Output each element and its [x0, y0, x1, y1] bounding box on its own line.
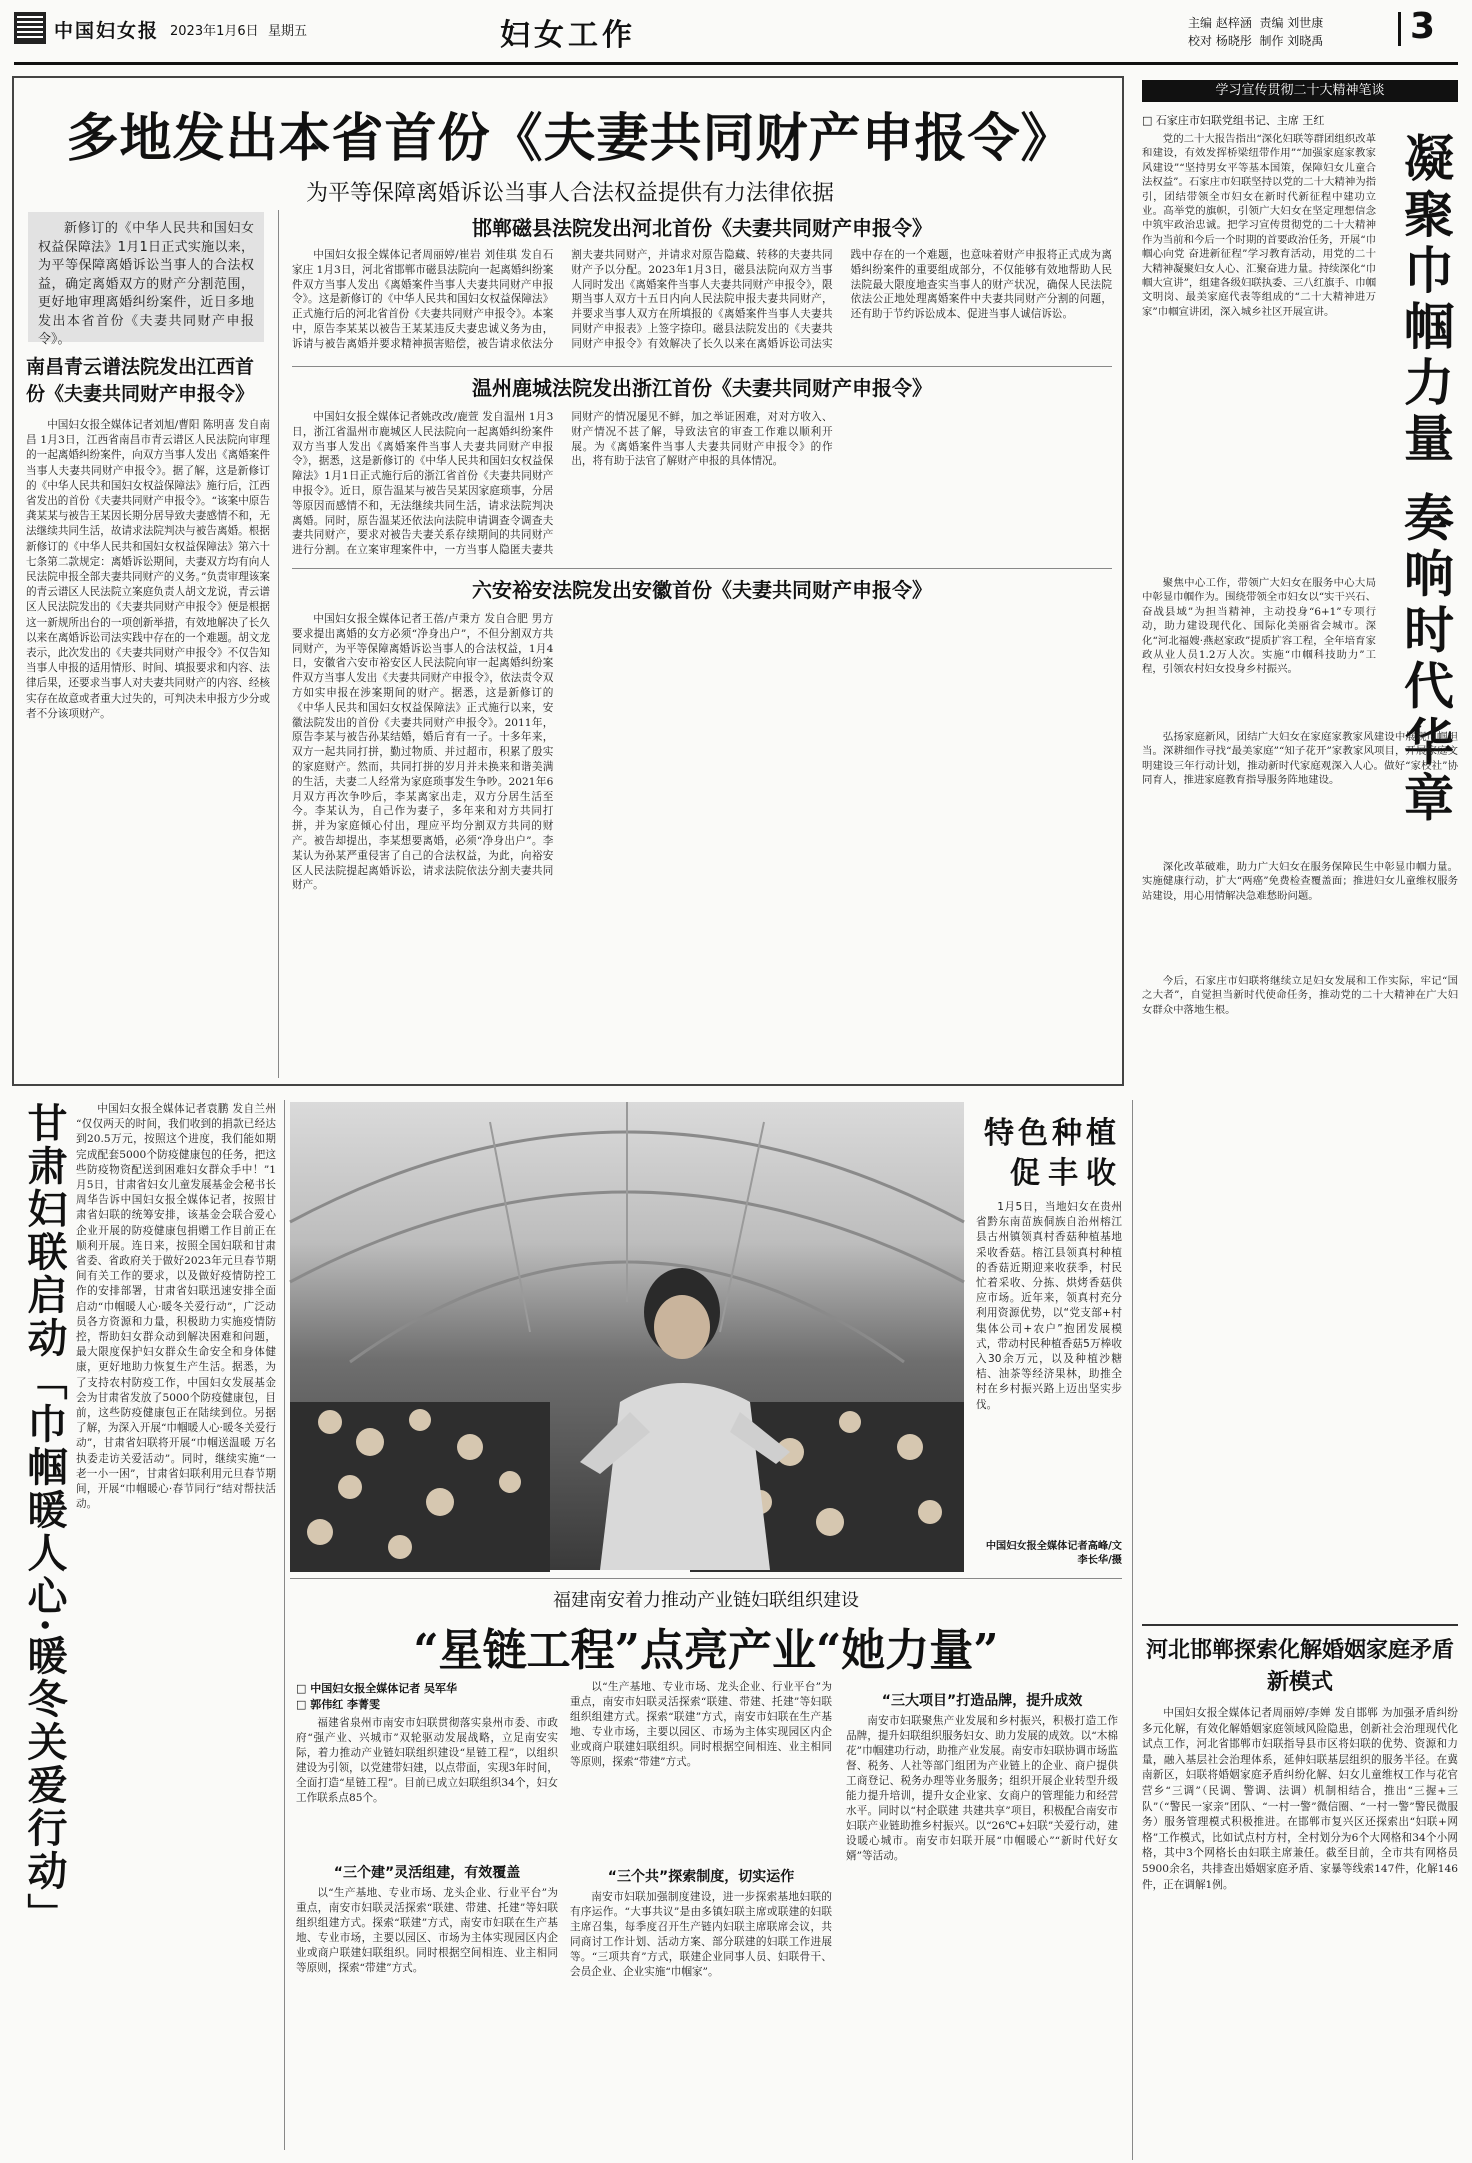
fujian-para-1b: [570, 1680, 832, 1860]
fujian-subhead-1: “三个建”灵活组建，有效覆盖: [333, 1865, 521, 1881]
hebei-title-rule: [1142, 1624, 1458, 1626]
nanchang-headline: 南昌青云谱法院发出江西首份《夫妻共同财产申报令》: [26, 356, 255, 405]
fujian-para-1: 以“生产基地、专业市场、龙头企业、行业平台”为重点，南安市妇联灵活探索“联建、带建、托建”等妇联组织组建方式。探索“联建”方式，南安市妇联在生产基地、专业市场，主要以园区、市场为主体实现园区内企业或商户联建妇联组织。同时根据空间相连、业主相同等原则，探索“带建”方式。: [296, 1887, 558, 1974]
fujian-rule: [290, 1578, 1122, 1579]
column-body-4: 深化改革破难，助力广大妇女在服务保障民生中彰显巾帼力量。实施健康行动，扩大“两癌”免费检查覆盖面；推进妇女儿童维权服务站建设，用心用情解决急难愁盼问题。: [1142, 861, 1458, 902]
issue-date: 2023年1月6日: [170, 24, 259, 39]
column-closing: 今后，石家庄市妇联将继续立足妇女发展和工作实际，牢记“国之大者”，自觉担当新时代使命任务，推动党的二十大精神在广大妇女群众中落地生根。: [1142, 975, 1458, 1016]
fujian-lead: 福建省泉州市南安市妇联贯彻落实泉州市委、市政府“强产业、兴城市”双轮驱动发展战略，立足南安实际，着力推动产业链妇联组织建设“星链工程”，以组织建设为引领，以党建带妇建，以点带面，实现3年时间，全面打造“星链工程”。目前已成立妇联组织34个，妇女工作联系点85个。: [296, 1717, 558, 1804]
lead-subheadline: 为平等保障离婚诉讼当事人合法权益提供有力法律依据: [305, 181, 834, 206]
gansu-vertical-title: 甘肃妇联启动「巾帼暖人心·暖冬关爱行动」: [21, 1102, 68, 1936]
section-1-text: 中国妇女报全媒体记者周丽婷/崔岩 刘佳琪 发自石家庄 1月3日，河北省邯郸市磁县法院向一起离婚纠纷案件双方当事人发出《离婚案件当事人夫妻共同财产申报令》。这是新修订的《中华人民共和国妇女权益保障法》正式施行后的河北省首份《夫妻共同财产申报令》。本案中，原告李某某以被告王某某违反夫妻忠诚义务为由，诉请与被告离婚并要求精神损害赔偿，被告请求依法分割夫妻共同财产，并请求对原告隐藏、转移的夫妻共同财产予以分配。2023年1月3日，磁县法院向双方当事人同时发出《离婚案件当事人夫妻共同财产申报令》，限期当事人双方十五日内向人民法院申报夫妻共同财产，并要求当事人双方在所填报的《离婚案件当事人夫妻共同财产申报表》上签字捺印。磁县法院发出的《夫妻共同财产申报令》有效解决了长久以来在离婚诉讼司法实践中存在的一个难题，也意味着财产申报将正式成为离婚纠纷案件的重要组成部分，不仅能够有效地帮助人民法院最大限度地查实当事人的财产状况，确保人民法院依法公正地处理离婚案件中夫妻共同财产分割的问题，还有助于节约诉讼成本、促进当事人诚信诉讼。: [292, 249, 1112, 350]
hebei-rule-left: [1132, 1100, 1133, 2160]
masthead-rule: [14, 62, 1458, 65]
lead-headline: 多地发出本省首份《夫妻共同财产申报令》: [66, 108, 1074, 169]
column-body-3: 弘扬家庭新风，团结广大妇女在家庭家教家风建设中展现巾帼担当。深耕细作寻找“最美家庭”“知子花开”家教家风项目，开展家庭文明建设三年行动计划，推动新时代家庭观深入人心。做好“家校社”协同育人，推进家庭教育指导服务阵地建设。: [1142, 731, 1458, 787]
fujian-byline-2: □ 郭伟红 李菁雯: [296, 1698, 381, 1711]
fujian-subhead-3: “三大项目”打造品牌，提升成效: [881, 1693, 1083, 1709]
column-body-1: 党的二十大报告指出“深化妇联等群团组织改革和建设，有效发挥桥梁纽带作用”“加强家庭家教家风建设”“坚持男女平等基本国策，保障妇女儿童合法权益”。石家庄市妇联坚持以党的二十大精神为指引，团结带领全市妇女在新时代新征程中建功立业。高举党的旗帜，引领广大妇女在坚定理想信念中筑牢政治忠诚。把学习宣传贯彻党的二十大精神作为当前和今后一个时期的首要政治任务，开展“巾帼心向党 奋进新征程”学习教育活动，用党的二十大精神凝聚妇女人心、汇聚奋进力量。持续深化“巾帼大宣讲”，组建各级妇联执委、三八红旗手、巾帼文明岗、最美家庭代表等组成的“二十大精神进万家”巾帼宣讲团，深入城乡社区开展宣讲。: [1142, 133, 1376, 318]
photo-title-line-2: 促丰收: [1010, 1156, 1124, 1191]
section-2-text: 中国妇女报全媒体记者姚改改/鹿萱 发自温州 1月3日，浙江省温州市鹿城区人民法院向一起离婚纠纷案件双方当事人发出《离婚案件当事人夫妻共同财产申报令》，据悉，这是新修订的《中华人民共和国妇女权益保障法》1月1日正式施行后的浙江省首份《夫妻共同财产申报令》。近日，原告温某与被告吴某因家庭琐事，分居等原因而感情不和，无法继续共同生活，请求法院判决离婚。同时，原告温某还依法向法院申请调查令调查夫妻共同财产，要求对被告夫妻关系存续期间的共同财产进行分割。在立案审理案件中，一方当事人隐匿夫妻共同财产的情况屡见不鲜，加之举证困难，对对方收入、财产情况不甚了解，导致法官的审查工作难以顺利开展。为《离婚案件当事人夫妻共同财产申报令》的作出，将有助于法官了解财产申报的具体情况。: [292, 411, 833, 557]
fujian-byline-1: □ 中国妇女报全媒体记者 吴军华: [296, 1682, 458, 1695]
section-1-body: [292, 248, 1112, 360]
gansu-rule: [284, 1100, 285, 2150]
qr-code-icon: [14, 12, 46, 44]
column-vertical-title: 凝聚巾帼力量 奏响时代华章: [1396, 132, 1455, 828]
fujian-kicker: 福建南安着力推动产业链妇联组织建设: [553, 1590, 859, 1611]
intro-box: [28, 212, 264, 347]
photo-title-line-1: 特色种植: [984, 1116, 1120, 1151]
intro-text: 新修订的《中华人民共和国妇女权益保障法》1月1日正式实施以来，为平等保障离婚诉讼当事人的合法权益，确定离婚双方的财产分割范围，更好地审理离婚纠纷案件，近日多地发出本省首份《夫妻共同财产申报令》。: [38, 221, 254, 347]
photo-illustration: [290, 1102, 964, 1570]
section-3-body: [292, 612, 1112, 1074]
section-1-headline: 邯郸磁县法院发出河北首份《夫妻共同财产申报令》: [472, 216, 932, 240]
fujian-para-1-cont: 以“生产基地、专业市场、龙头企业、行业平台”为重点，南安市妇联灵活探索“联建、带建、托建”等妇联组织组建方式。探索“联建”方式，南安市妇联在生产基地、专业市场，主要以园区、市场为主体实现园区内企业或商户联建妇联组织。同时根据空间相连、业主相同等原则，探索“带建”方式。: [570, 1681, 832, 1768]
section-2-headline: 温州鹿城法院发出浙江首份《夫妻共同财产申报令》: [472, 376, 932, 400]
fujian-para-3: 南安市妇联聚焦产业发展和乡村振兴，积极打造工作品牌，提升妇联组织服务妇女、助力发展的成效。以“木棉花”巾帼建功行动，助推产业发展。南安市妇联协调市场监督、税务、人社等部门组团为产业链上的企业、商户提供工商登记、税务办理等业务服务；组织开展企业转型升级能力提升培训，提升女企业家、女商户的管理能力和经营水平。同时以“村企联建 共建共享”项目，积极配合南安市妇联产业链助推乡村振兴。以“26℃+妇联”关爱行动，建设暖心城市。南安市妇联开展“巾帼暖心”“新时代好女婿”等活动。: [846, 1715, 1118, 1862]
hebei-body: 中国妇女报全媒体记者周丽婷/李婵 发自邯郸 为加强矛盾纠纷多元化解，有效化解婚姻家庭领域风险隐患，创新社会治理现代化试点工作，河北省邯郸市妇联指导县市区将妇联的优势、资源和力量，融入基层社会治理体系，延伸妇联基层组织的服务半径。在冀南新区，妇联将婚姻家庭矛盾纠纷化解、妇女儿童维权工作与花官营乡“三调”（民调、警调、法调）机制相结合，推出“三握+三队”（“警民一家亲”团队、“一村一警”微信圈、“一村一警”警民微服务）服务管理模式积极推进。在邯郸市复兴区还探索出“妇联+网格”工作模式，比如试点村方村，全村划分为6个大网格和34个小网格，其中3个网格长由妇联主席兼任。截至目前，全市共有网格员5900余名，共排查出婚姻家庭矛盾、家暴等线索147件，化解146件，正在调解1例。: [1142, 1707, 1458, 1891]
column-tag-text: 学习宣传贯彻二十大精神笔谈: [1215, 83, 1385, 98]
fujian-subhead-2: “三个共”探索制度，切实运作: [607, 1869, 795, 1885]
paper-logo: 中国妇女报: [54, 20, 160, 42]
issue-weekday: 星期五: [268, 24, 308, 39]
nanchang-body: 中国妇女报全媒体记者刘旭/曹阳 陈明喜 发自南昌 1月3日，江西省南昌市青云谱区人民法院向审理的一起离婚纠纷案件，向双方当事人发出《离婚案件当事人夫妻共同财产申报令》。据了解，这是新修订的《中华人民共和国妇女权益保障法》施行后，江西省发出的首份《夫妻共同财产申报令》。“该案中原告龚某某与被告王某因长期分居导致夫妻感情不和，无法继续共同生活，故请求法院判决与被告离婚。根据新修订的《中华人民共和国妇女权益保障法》第六十七条第二款规定：离婚诉讼期间，夫妻双方均有向人民法院申报全部夫妻共同财产的义务。”负责审理该案的青云谱区人民法院立案庭负责人胡文龙说，青云谱区人民法院发出的《夫妻共同财产申报令》便是根据这一新规所出台的一项创新举措，有效地解决了长久以来在离婚诉讼司法实践中存在的一个难题。胡文龙表示，此次发出的《夫妻共同财产申报令》不仅告知当事人申报的适用情形、时间、填报要求和内容、法律后果，还要求当事人对夫妻共同财产的内容、经核实存在故意或者重大过失的，可判决未申报方少分或者不分该项财产。: [26, 419, 270, 720]
column-tag: [1142, 80, 1458, 102]
section-3-text: 中国妇女报全媒体记者王蓓/卢秉方 发自合肥 男方要求提出离婚的女方必须“净身出户”，不但分割双方共同财产，为平等保障离婚诉讼当事人的合法权益，1月4日，安徽省六安市裕安区人民法院向审一起离婚纠纷案件双方当事人发出《夫妻共同财产申报令》，依法责令双方如实申报在涉案期间的财产。据悉，这是新修订的《中华人民共和国妇女权益保障法》正式施行以来，安徽法院发出的首份《夫妻共同财产申报令》。2011年，原告李某与被告孙某结婚，婚后育有一子。十多年来，双方一起共同打拼，勤过物质、并过超市，积累了殷实的家庭财产。然而，共同打拼的岁月并未换来和谐美满的生活，夫妻二人经常为家庭琐事发生争吵。2021年6月双方再次争吵后，李某离家出走，双方分居生活至今。李某认为，自己作为妻子，多年来和对方共同打拼，并为家庭倾心付出，理应平均分割双方共同的财产。被告却提出，李某想要离婚，必须“净身出户”。李某认为孙某严重侵害了自己的合法权益，为此，向裕安区人民法院提起离婚诉讼，请求法院依法分割夫妻共同财产。: [292, 613, 554, 892]
section-3-headline: 六安裕安法院发出安徽首份《夫妻共同财产申报令》: [472, 578, 932, 602]
section-2-body: [292, 410, 1112, 564]
gansu-body: 中国妇女报全媒体记者袁鹏 发自兰州 “仅仅两天的时间，我们收到的捐款已经达到20.5万元，按照这个进度，我们能如期完成配套5000个防疫健康包的任务，把这些防疫物资配送到困难妇女群众手中！”1月5日，甘肃省妇女儿童发展基金会秘书长周华告诉中国妇女报全媒体记者，按照甘肃省妇联的统筹安排，该基金会联合爱心企业开展的防疫健康包捐赠工作目前正在顺利开展。连日来，按照全国妇联和甘肃省委、省政府关于做好2023年元旦春节期间有关工作的要求，以及做好疫情防控工作的安排部署，甘肃省妇联迅速安排全面启动“巾帼暖人心·暖冬关爱行动”，广泛动员各方资源和力量，积极助力实施疫情防控，帮助妇女群众动到解决困难和问题，最大限度保护妇女群众生命安全和身体健康，更好地助力恢复生产生活。据悉，为了支持农村防疫工作，中国妇女发展基金会为甘肃省发放了5000个防疫健康包，目前，这些防疫健康包正在陆续到位。另据了解，为深入开展“巾帼暖人心·暖冬关爱行动”，甘肃省妇联将开展“巾帼送温暖 万名执委走访关爱活动”。同时，继续实施“一老一小一困”，甘肃省妇联利用元旦春节期间，开展“巾帼暖心·春节同行”结对帮扶活动。: [76, 1103, 276, 1511]
section-3-rule: [292, 568, 1112, 569]
column-rule: [278, 210, 279, 1078]
hebei-headline: 河北邯郸探索化解婚姻家庭矛盾新模式: [1145, 1637, 1454, 1695]
fujian-headline: “星链工程”点亮产业“她力量”: [413, 1625, 999, 1676]
column-author: □ 石家庄市妇联党组书记、主席 王红: [1142, 114, 1325, 127]
photo-credit: 中国妇女报全媒体记者高峰/文 李长华/摄: [985, 1541, 1122, 1566]
section-2-rule: [292, 366, 1112, 367]
page-divider: [1398, 12, 1401, 46]
editor-credits-2: 校对 杨晓彤 制作 刘晓禹: [1188, 34, 1324, 48]
mushroom-greenhouse-photo: [290, 1102, 964, 1570]
fujian-para-2: 南安市妇联加强制度建设，进一步探索基地妇联的有序运作。“大事共议”是由多镇妇联主席或联建的妇联主席召集，每季度召开生产链内妇联主席联席会议，共同商讨工作计划、活动方案、部分联建的妇联工作进展等。“三项共育”方式，联建企业同事人员、妇联骨干、会员企业、企业实施“巾帼家”。: [570, 1891, 832, 1978]
photo-caption: 1月5日，当地妇女在贵州省黔东南苗族侗族自治州榕江县古州镇领真村香菇种植基地采收香菇。榕江县领真村种植的香菇近期迎来收获季，村民忙着采收、分拣、烘烤香菇供应市场。近年来，领真村充分利用资源优势，以“党支部+村集体公司+农户”抱团发展模式，带动村民种植香菇5万棒收入30余万元，以及种植沙糖桔、油茶等经济果林，助推全村在乡村振兴路上迈出坚实步伐。: [976, 1201, 1122, 1411]
page-number: 3: [1410, 6, 1436, 47]
editor-credits-1: 主编 赵梓涵 责编 刘世康: [1188, 16, 1324, 30]
section-name: 妇女工作: [500, 18, 636, 53]
column-body-2: 聚焦中心工作，带领广大妇女在服务中心大局中彰显巾帼作为。围绕带领全市妇女以“实干兴石、奋战县域”为担当精神，主动投身“6+1”专项行动，助力建设现代化、国际化美丽省会城市。深化“河北福嫂·燕赵家政”提质扩容工程，全年培育家政从业人员1.2万人次。实施“巾帼科技助力”工程，引领农村妇女投身乡村振兴。: [1142, 577, 1376, 676]
masthead: [0, 0, 1472, 60]
